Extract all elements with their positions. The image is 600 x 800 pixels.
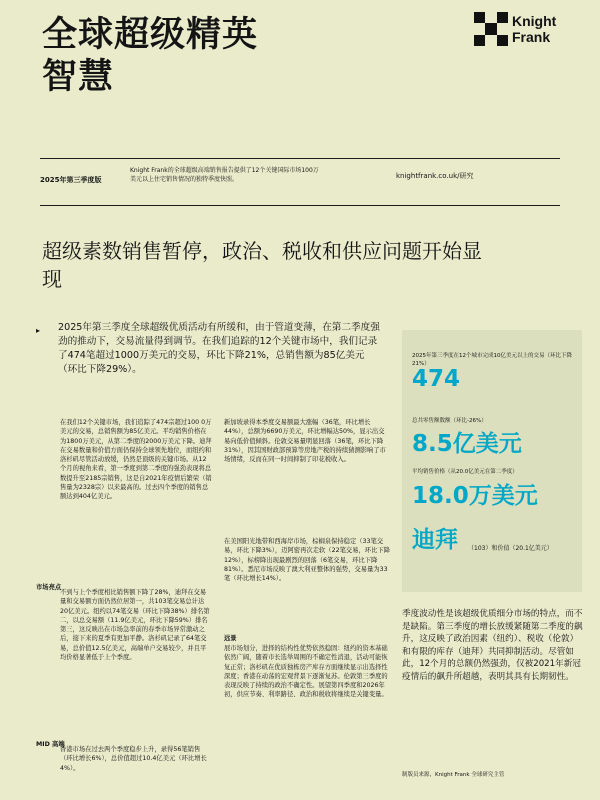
- divider-top: [40, 158, 560, 159]
- market-highlights-heading: 市场亮点: [36, 584, 62, 591]
- logo-text-line-2: Frank: [512, 29, 551, 45]
- title-line-1: 全球超级精英: [42, 15, 259, 55]
- mid-heading: MID 高端: [36, 741, 65, 748]
- stat-leader-value: 迪拜: [412, 527, 458, 553]
- key-stats-panel: [402, 330, 582, 592]
- source-footer: 制版员来源，Knight Frank 全球研究主管: [402, 772, 505, 778]
- column-1-paragraph: 在我们12个关键市场，我们追踪了474宗超过100 0万美元的交易，总销售额为85亿美元。平均销售价格在为1800万美元，从第二季度的2000万美元下降。迪拜在交易数量和价值方面仍保持全球领先地位，而纽约和洛杉矶尽管活动放缓，仍然是顶级的关键市场。从12个月的视角来看，第一季度到第二季度的强劲表现将总数提升至2185宗销售，这是自2021年疫情后繁荣（销售量为2328宗）以来最高的。过去四个季度的销售总额达到404亿美元。: [60, 419, 212, 501]
- stat-total-value: 8.5亿美元: [412, 431, 522, 457]
- outlook-heading: 远景: [224, 635, 237, 642]
- knight-frank-logo-icon: [474, 12, 508, 46]
- pull-quote: 季度波动性是该超级优质细分市场的特点，而不是缺陷。第三季度的增长放缓紧随第二季度的飙升，这反映了政治因素（纽约）、税收（伦敦）和有限的库存（迪拜）共同抑制活动。尽管如此，12个月的总额仍然强劲，仅被2021年新冠疫情后的飙升所超越，表明其具有长期韧性。: [402, 609, 583, 682]
- divider-bottom: [40, 205, 560, 206]
- column-2-paragraph-1: 新加坡录得本季度交易额最大涨幅（36笔，环比增长44%），总额为6690万美元，环比增幅达50%，显示出交易向低价值倾斜。伦敦交易量明显回落（36笔，环比下降31%），因其国财政部预算等房地产税的持续猜测影响了市场情绪，反而在同一时间抑制了印花税收入。: [224, 419, 386, 464]
- arrow-bullet-icon: ▸: [36, 326, 41, 335]
- stat-leader-sub: （103）和价值（20.1亿美元）: [468, 545, 553, 552]
- page-title: [42, 14, 382, 98]
- stat-total-label: 总共零售额数额（环比-26%）: [412, 418, 487, 424]
- column-2-paragraph-2: 在美国阳光地带和西海岸市场，棕榈泉保持稳定（33笔交易，环比下降3%），迈阿密再次走软（22笔交易，环比下降12%），标榜降出现最剧烈的回落（6笔交易，环比下降81%）。悉尼市场反映了澳大利亚整体的强势，交易量为33笔（环比增长14%）。: [224, 538, 390, 583]
- stat-average-value: 18.0万美元: [412, 483, 538, 509]
- market-highlights-body: 不到与上个季度相比销售额下降了28%，迪拜在交易量和交易额方面仍然位居第一，共103笔交易总计达20亿美元。纽约以74笔交易（环比下降38%）排名第二，以总交易额（11.9亿美元，环比下降59%）排名第三，这反映出在市场急率前的春季市场异常激动之后，接下来的夏季有更加平静。洛杉矶记录了64笔交易，总价值12.5亿美元，高端单户交易较少，并且平均价格显著低于上个季度。: [60, 589, 210, 662]
- stat-transactions-label: 2025年第三季度在12个城市完成10亿美元以上的交易（环比下降21%）: [412, 353, 572, 367]
- stat-transactions-value: 474: [412, 366, 461, 392]
- report-subtitle: 超级素数销售暂停，政治、税收和供应问题开始显现: [42, 239, 482, 291]
- outlook-body: 展市场划分，进择的结构性优势依然稳固：纽约的资本基础依然广阔，随着市长选举周围的不确定性消退，活动可能恢复正常；洛杉矶在优质独栋房产库存方面继续显示出选择性深度；香港在动荡的宏观背景下逐渐复苏。伦敦第三季度的表现反映了持续的政治不确定性。展望第四季度和2026年初，供应节奏、利率路径、政治和税收将继续是关键变量。: [224, 645, 388, 699]
- stat-average-label: 平均销售价格（从20.0亿美元在第二季度）: [412, 469, 518, 475]
- title-line-2: 智慧: [42, 57, 115, 97]
- mid-body: 香港市场在过去两个季度稳步上升，录得56笔销售（环比增长6%），总价值超过10.4亿美元（环比增长4%）。: [60, 746, 207, 772]
- knight-frank-logo: [474, 10, 584, 50]
- report-blurb: Knight Frank的全球超级高端销售报告提供了12个关键国际市场100万美元以上住宅销售情况的独特季度快照。: [130, 167, 319, 183]
- edition-label: 2025年第三季度版: [40, 176, 102, 184]
- logo-text-line-1: Knight: [512, 13, 557, 29]
- website-link[interactable]: knightfrank.co.uk/研究: [396, 172, 474, 180]
- lead-paragraph: 2025年第三季度全球超级优质活动有所缓和，由于管道变薄，在第二季度强劲的推动下，交易流量得到调节。在我们追踪的12个关键市场中，我们记录了474笔超过1000万美元的交易，环比下降21%，总销售额为85亿美元（环比下降29%）。: [58, 322, 380, 375]
